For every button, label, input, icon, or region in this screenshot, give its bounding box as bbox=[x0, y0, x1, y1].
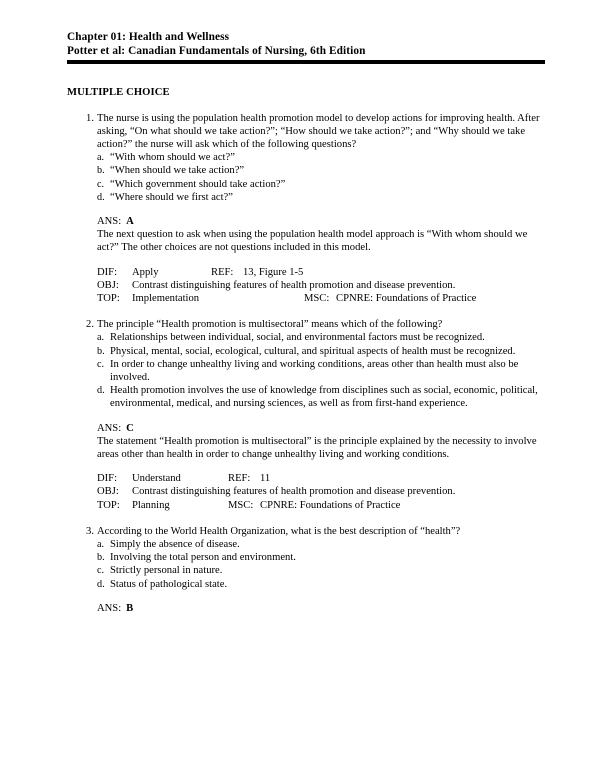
rationale-text: The next question to ask when using the population health model approach is “With whom should we act?” The other choices are not questions included in this model. bbox=[97, 229, 528, 254]
question-stem bbox=[67, 112, 546, 152]
top-label: TOP: bbox=[97, 293, 120, 305]
option-b[interactable] bbox=[67, 345, 546, 358]
question-stem bbox=[67, 318, 546, 331]
answer-value: B bbox=[126, 602, 134, 614]
answer-value: A bbox=[126, 216, 134, 228]
header-chapter-line: Chapter 01: Health and Wellness bbox=[67, 31, 230, 43]
metadata-row-top bbox=[97, 499, 546, 512]
dif-label: DIF: bbox=[97, 473, 118, 485]
option-letter: d. bbox=[97, 385, 105, 397]
metadata-block bbox=[67, 266, 546, 306]
document-header bbox=[67, 30, 546, 59]
question-item bbox=[67, 112, 546, 306]
option-text: “When should we take action?” bbox=[110, 165, 245, 177]
metadata-row-obj bbox=[97, 279, 546, 292]
ref-label: REF: bbox=[228, 473, 251, 485]
option-b[interactable] bbox=[67, 164, 546, 177]
option-text: Relationships between individual, social, and environmental factors must be recognized. bbox=[110, 332, 485, 344]
obj-label: OBJ: bbox=[97, 486, 119, 498]
question-item bbox=[67, 318, 546, 512]
option-letter: b. bbox=[97, 345, 105, 357]
option-d[interactable] bbox=[67, 578, 546, 591]
option-text: Physical, mental, social, ecological, cultural, and spiritual aspects of health must be recognized. bbox=[110, 345, 516, 357]
metadata-block bbox=[67, 472, 546, 512]
question-text: The principle “Health promotion is multisectoral” means which of the following? bbox=[97, 319, 443, 331]
ref-label: REF: bbox=[211, 266, 234, 278]
header-divider-rule bbox=[67, 60, 545, 64]
answer-label: ANS: bbox=[97, 422, 122, 434]
dif-value: Understand bbox=[132, 473, 181, 485]
option-letter: c. bbox=[97, 565, 105, 577]
msc-value: CPNRE: Foundations of Practice bbox=[336, 293, 477, 305]
option-list bbox=[67, 538, 546, 591]
option-letter: b. bbox=[97, 552, 105, 564]
ref-value: 11 bbox=[260, 473, 271, 485]
obj-value: Contrast distinguishing features of health promotion and disease prevention. bbox=[132, 486, 456, 498]
question-item bbox=[67, 525, 546, 615]
answer-block bbox=[67, 602, 546, 615]
obj-value: Contrast distinguishing features of health promotion and disease prevention. bbox=[132, 279, 456, 291]
question-number: 2. bbox=[86, 319, 94, 331]
msc-label: MSC: bbox=[304, 293, 330, 305]
answer-line bbox=[97, 602, 546, 615]
dif-value: Apply bbox=[132, 266, 159, 278]
option-d[interactable] bbox=[67, 384, 546, 410]
option-text: In order to change unhealthy living and working conditions, areas other than health must also be involved. bbox=[110, 358, 519, 384]
option-letter: a. bbox=[97, 332, 105, 344]
option-text: “With whom should we act?” bbox=[110, 152, 235, 164]
top-value: Implementation bbox=[132, 293, 200, 305]
option-text: “Where should we first act?” bbox=[110, 191, 233, 203]
top-value: Planning bbox=[132, 499, 170, 511]
option-letter: c. bbox=[97, 178, 105, 190]
option-text: Involving the total person and environment. bbox=[110, 552, 296, 564]
answer-label: ANS: bbox=[97, 216, 122, 228]
question-text: The nurse is using the population health promotion model to develop actions for improving health. After asking, “On what should we take action?”; “How should we take action?”; and “Why should we take action?” the nurse will ask which of the following questions? bbox=[97, 112, 540, 150]
option-letter: b. bbox=[97, 165, 105, 177]
question-number: 1. bbox=[86, 112, 94, 124]
answer-label: ANS: bbox=[97, 602, 122, 614]
dif-label: DIF: bbox=[97, 266, 118, 278]
obj-label: OBJ: bbox=[97, 279, 119, 291]
option-list bbox=[67, 331, 546, 410]
option-text: Strictly personal in nature. bbox=[110, 565, 223, 577]
question-text: According to the World Health Organization, what is the best description of “health”? bbox=[97, 525, 461, 537]
option-text: Health promotion involves the use of knowledge from disciplines such as social, economic, political, environmental, medical, and nursing sciences, as well as from first-hand experience. bbox=[110, 385, 538, 410]
msc-value: CPNRE: Foundations of Practice bbox=[260, 499, 401, 511]
msc-label: MSC: bbox=[228, 499, 254, 511]
header-textbook-line: Potter et al: Canadian Fundamentals of Nursing, 6th Edition bbox=[67, 45, 366, 58]
metadata-row-dif bbox=[97, 266, 546, 279]
metadata-row-obj bbox=[97, 485, 546, 498]
option-letter: a. bbox=[97, 152, 105, 164]
option-c[interactable] bbox=[67, 178, 546, 191]
option-letter: c. bbox=[97, 358, 105, 370]
question-stem bbox=[67, 525, 546, 538]
metadata-row-top bbox=[97, 292, 546, 305]
section-title: MULTIPLE CHOICE bbox=[67, 86, 170, 98]
answer-block bbox=[67, 422, 546, 462]
option-text: Status of pathological state. bbox=[110, 578, 228, 590]
answer-line bbox=[97, 422, 546, 435]
option-list bbox=[67, 151, 546, 204]
option-letter: d. bbox=[97, 578, 105, 590]
option-c[interactable] bbox=[67, 358, 546, 384]
option-a[interactable] bbox=[67, 151, 546, 164]
answer-line bbox=[97, 215, 546, 228]
metadata-row-dif bbox=[97, 472, 546, 485]
option-letter: a. bbox=[97, 539, 105, 551]
answer-value: C bbox=[126, 422, 134, 434]
top-label: TOP: bbox=[97, 499, 120, 511]
option-text: Simply the absence of disease. bbox=[110, 539, 240, 551]
option-c[interactable] bbox=[67, 564, 546, 577]
answer-block bbox=[67, 215, 546, 255]
option-b[interactable] bbox=[67, 551, 546, 564]
option-text: “Which government should take action?” bbox=[110, 178, 286, 190]
rationale-text: The statement “Health promotion is multisectoral” is the principle explained by the necessity to involve areas other than health in order to change unhealthy living and working conditions. bbox=[97, 435, 537, 461]
option-letter: d. bbox=[97, 191, 105, 203]
option-a[interactable] bbox=[67, 538, 546, 551]
option-d[interactable] bbox=[67, 191, 546, 204]
question-number: 3. bbox=[86, 525, 94, 537]
option-a[interactable] bbox=[67, 331, 546, 344]
ref-value: 13, Figure 1-5 bbox=[243, 266, 304, 278]
